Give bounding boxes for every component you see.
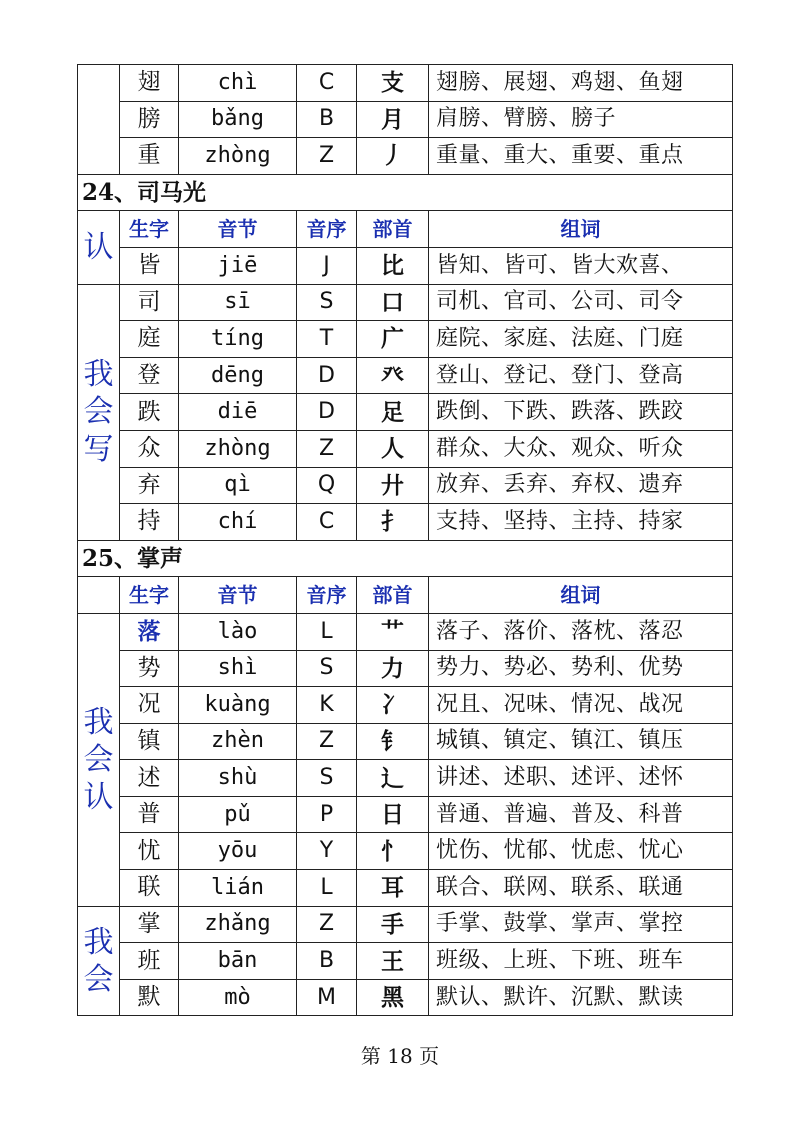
column-header: 音节 — [179, 211, 297, 248]
pinyin-cell: zhòng — [179, 138, 297, 175]
radical-cell: 辶 — [357, 760, 429, 797]
word-list-cell: 放弃、丢弃、弃权、遗弃 — [429, 467, 733, 504]
word-list-cell: 势力、势必、势利、优势 — [429, 650, 733, 687]
pinyin-cell: bān — [179, 943, 297, 980]
column-header: 组词 — [429, 577, 733, 614]
group-label: 我会认 — [78, 613, 120, 906]
vocab-row — [78, 394, 733, 431]
vocab-row — [78, 357, 733, 394]
initial-letter-cell: L — [297, 613, 357, 650]
lesson-title-row — [78, 174, 733, 211]
vocab-row — [78, 65, 733, 102]
character-cell: 势 — [120, 650, 179, 687]
word-list-cell: 联合、联网、联系、联通 — [429, 870, 733, 907]
initial-letter-cell: Z — [297, 430, 357, 467]
vocab-row — [78, 833, 733, 870]
column-header: 音序 — [297, 211, 357, 248]
column-header: 音序 — [297, 577, 357, 614]
radical-cell: 癶 — [357, 357, 429, 394]
character-cell: 镇 — [120, 723, 179, 760]
character-cell: 翅 — [120, 65, 179, 102]
word-list-cell: 登山、登记、登门、登高 — [429, 357, 733, 394]
vocab-row — [78, 101, 733, 138]
word-list-cell: 群众、大众、观众、听众 — [429, 430, 733, 467]
initial-letter-cell: L — [297, 870, 357, 907]
word-list-cell: 班级、上班、下班、班车 — [429, 943, 733, 980]
initial-letter-cell: Z — [297, 723, 357, 760]
initial-letter-cell: D — [297, 357, 357, 394]
pinyin-cell: jiē — [179, 247, 297, 284]
lesson-title: 24、司马光 — [78, 174, 733, 211]
pinyin-cell: lào — [179, 613, 297, 650]
character-cell: 持 — [120, 504, 179, 541]
pinyin-cell: bǎng — [179, 101, 297, 138]
radical-cell: 力 — [357, 650, 429, 687]
group-label: 我会 — [78, 906, 120, 1016]
column-header: 部首 — [357, 211, 429, 248]
pinyin-cell: chí — [179, 504, 297, 541]
vocab-row — [78, 796, 733, 833]
character-cell: 忧 — [120, 833, 179, 870]
radical-cell: 黑 — [357, 979, 429, 1016]
radical-cell: 日 — [357, 796, 429, 833]
initial-letter-cell: D — [297, 394, 357, 431]
vocab-row — [78, 687, 733, 724]
word-list-cell: 支持、坚持、主持、持家 — [429, 504, 733, 541]
character-cell: 况 — [120, 687, 179, 724]
vocabulary-table — [77, 64, 733, 1016]
vocab-row — [78, 504, 733, 541]
vocab-row — [78, 650, 733, 687]
pinyin-cell: shù — [179, 760, 297, 797]
lesson-title: 25、掌声 — [78, 540, 733, 577]
word-list-cell: 翅膀、展翅、鸡翅、鱼翅 — [429, 65, 733, 102]
column-header-row — [78, 577, 733, 614]
column-header: 音节 — [179, 577, 297, 614]
word-list-cell: 皆知、皆可、皆大欢喜、 — [429, 247, 733, 284]
word-list-cell: 跌倒、下跌、跌落、跌跤 — [429, 394, 733, 431]
initial-letter-cell: J — [297, 247, 357, 284]
character-cell: 庭 — [120, 321, 179, 358]
character-cell: 皆 — [120, 247, 179, 284]
radical-cell: 廾 — [357, 467, 429, 504]
word-list-cell: 默认、默许、沉默、默读 — [429, 979, 733, 1016]
column-header: 组词 — [429, 211, 733, 248]
character-cell: 登 — [120, 357, 179, 394]
initial-letter-cell: T — [297, 321, 357, 358]
initial-letter-cell: B — [297, 101, 357, 138]
word-list-cell: 肩膀、臂膀、膀子 — [429, 101, 733, 138]
pinyin-cell: mò — [179, 979, 297, 1016]
character-cell: 掌 — [120, 906, 179, 943]
vocab-row — [78, 284, 733, 321]
initial-letter-cell: Z — [297, 906, 357, 943]
character-cell: 跌 — [120, 394, 179, 431]
character-cell: 默 — [120, 979, 179, 1016]
radical-cell: 耳 — [357, 870, 429, 907]
column-header-row — [78, 211, 733, 248]
vocab-row — [78, 723, 733, 760]
word-list-cell: 普通、普遍、普及、科普 — [429, 796, 733, 833]
pinyin-cell: shì — [179, 650, 297, 687]
pinyin-cell: pǔ — [179, 796, 297, 833]
radical-cell: 足 — [357, 394, 429, 431]
vocab-row — [78, 247, 733, 284]
pinyin-cell: yōu — [179, 833, 297, 870]
vocab-row — [78, 321, 733, 358]
radical-cell: 艹 — [357, 613, 429, 650]
word-list-cell: 庭院、家庭、法庭、门庭 — [429, 321, 733, 358]
pinyin-cell: kuàng — [179, 687, 297, 724]
vocab-row — [78, 430, 733, 467]
lesson-title-row — [78, 540, 733, 577]
group-label: 认 — [78, 211, 120, 284]
vocab-row — [78, 979, 733, 1016]
character-cell: 弃 — [120, 467, 179, 504]
radical-cell: 忄 — [357, 833, 429, 870]
initial-letter-cell: Z — [297, 138, 357, 175]
vocab-row — [78, 138, 733, 175]
character-cell: 膀 — [120, 101, 179, 138]
vocab-row — [78, 760, 733, 797]
initial-letter-cell: Y — [297, 833, 357, 870]
pinyin-cell: sī — [179, 284, 297, 321]
pinyin-cell: lián — [179, 870, 297, 907]
initial-letter-cell: K — [297, 687, 357, 724]
pinyin-cell: dēng — [179, 357, 297, 394]
vocab-row — [78, 906, 733, 943]
character-cell: 重 — [120, 138, 179, 175]
group-label-empty — [78, 65, 120, 175]
pinyin-cell: zhǎng — [179, 906, 297, 943]
initial-letter-cell: P — [297, 796, 357, 833]
radical-cell: 手 — [357, 906, 429, 943]
word-list-cell: 手掌、鼓掌、掌声、掌控 — [429, 906, 733, 943]
character-cell: 众 — [120, 430, 179, 467]
pinyin-cell: zhòng — [179, 430, 297, 467]
pinyin-cell: zhèn — [179, 723, 297, 760]
pinyin-cell: tíng — [179, 321, 297, 358]
radical-cell: 丿 — [357, 138, 429, 175]
initial-letter-cell: S — [297, 650, 357, 687]
word-list-cell: 况且、况味、情况、战况 — [429, 687, 733, 724]
radical-cell: 冫 — [357, 687, 429, 724]
radical-cell: 王 — [357, 943, 429, 980]
radical-cell: 人 — [357, 430, 429, 467]
character-cell: 述 — [120, 760, 179, 797]
initial-letter-cell: C — [297, 65, 357, 102]
initial-letter-cell: Q — [297, 467, 357, 504]
radical-cell: 钅 — [357, 723, 429, 760]
column-header: 生字 — [120, 211, 179, 248]
column-header: 生字 — [120, 577, 179, 614]
group-label: 我会写 — [78, 284, 120, 540]
radical-cell: 比 — [357, 247, 429, 284]
word-list-cell: 司机、官司、公司、司令 — [429, 284, 733, 321]
column-header: 部首 — [357, 577, 429, 614]
vocab-row — [78, 943, 733, 980]
radical-cell: 广 — [357, 321, 429, 358]
character-cell: 联 — [120, 870, 179, 907]
vocab-row — [78, 613, 733, 650]
vocab-row — [78, 467, 733, 504]
initial-letter-cell: C — [297, 504, 357, 541]
pinyin-cell: diē — [179, 394, 297, 431]
character-cell: 司 — [120, 284, 179, 321]
initial-letter-cell: M — [297, 979, 357, 1016]
character-cell: 班 — [120, 943, 179, 980]
radical-cell: 月 — [357, 101, 429, 138]
pinyin-cell: chì — [179, 65, 297, 102]
empty-cell — [78, 577, 120, 614]
initial-letter-cell: S — [297, 284, 357, 321]
pinyin-cell: qì — [179, 467, 297, 504]
character-cell: 普 — [120, 796, 179, 833]
word-list-cell: 落子、落价、落枕、落忍 — [429, 613, 733, 650]
character-cell: 落 — [120, 613, 179, 650]
radical-cell: 口 — [357, 284, 429, 321]
initial-letter-cell: S — [297, 760, 357, 797]
vocab-row — [78, 870, 733, 907]
radical-cell: 支 — [357, 65, 429, 102]
radical-cell: 扌 — [357, 504, 429, 541]
word-list-cell: 讲述、述职、述评、述怀 — [429, 760, 733, 797]
word-list-cell: 忧伤、忧郁、忧虑、忧心 — [429, 833, 733, 870]
word-list-cell: 重量、重大、重要、重点 — [429, 138, 733, 175]
word-list-cell: 城镇、镇定、镇江、镇压 — [429, 723, 733, 760]
initial-letter-cell: B — [297, 943, 357, 980]
page-number: 第 18 页 — [360, 1044, 440, 1068]
